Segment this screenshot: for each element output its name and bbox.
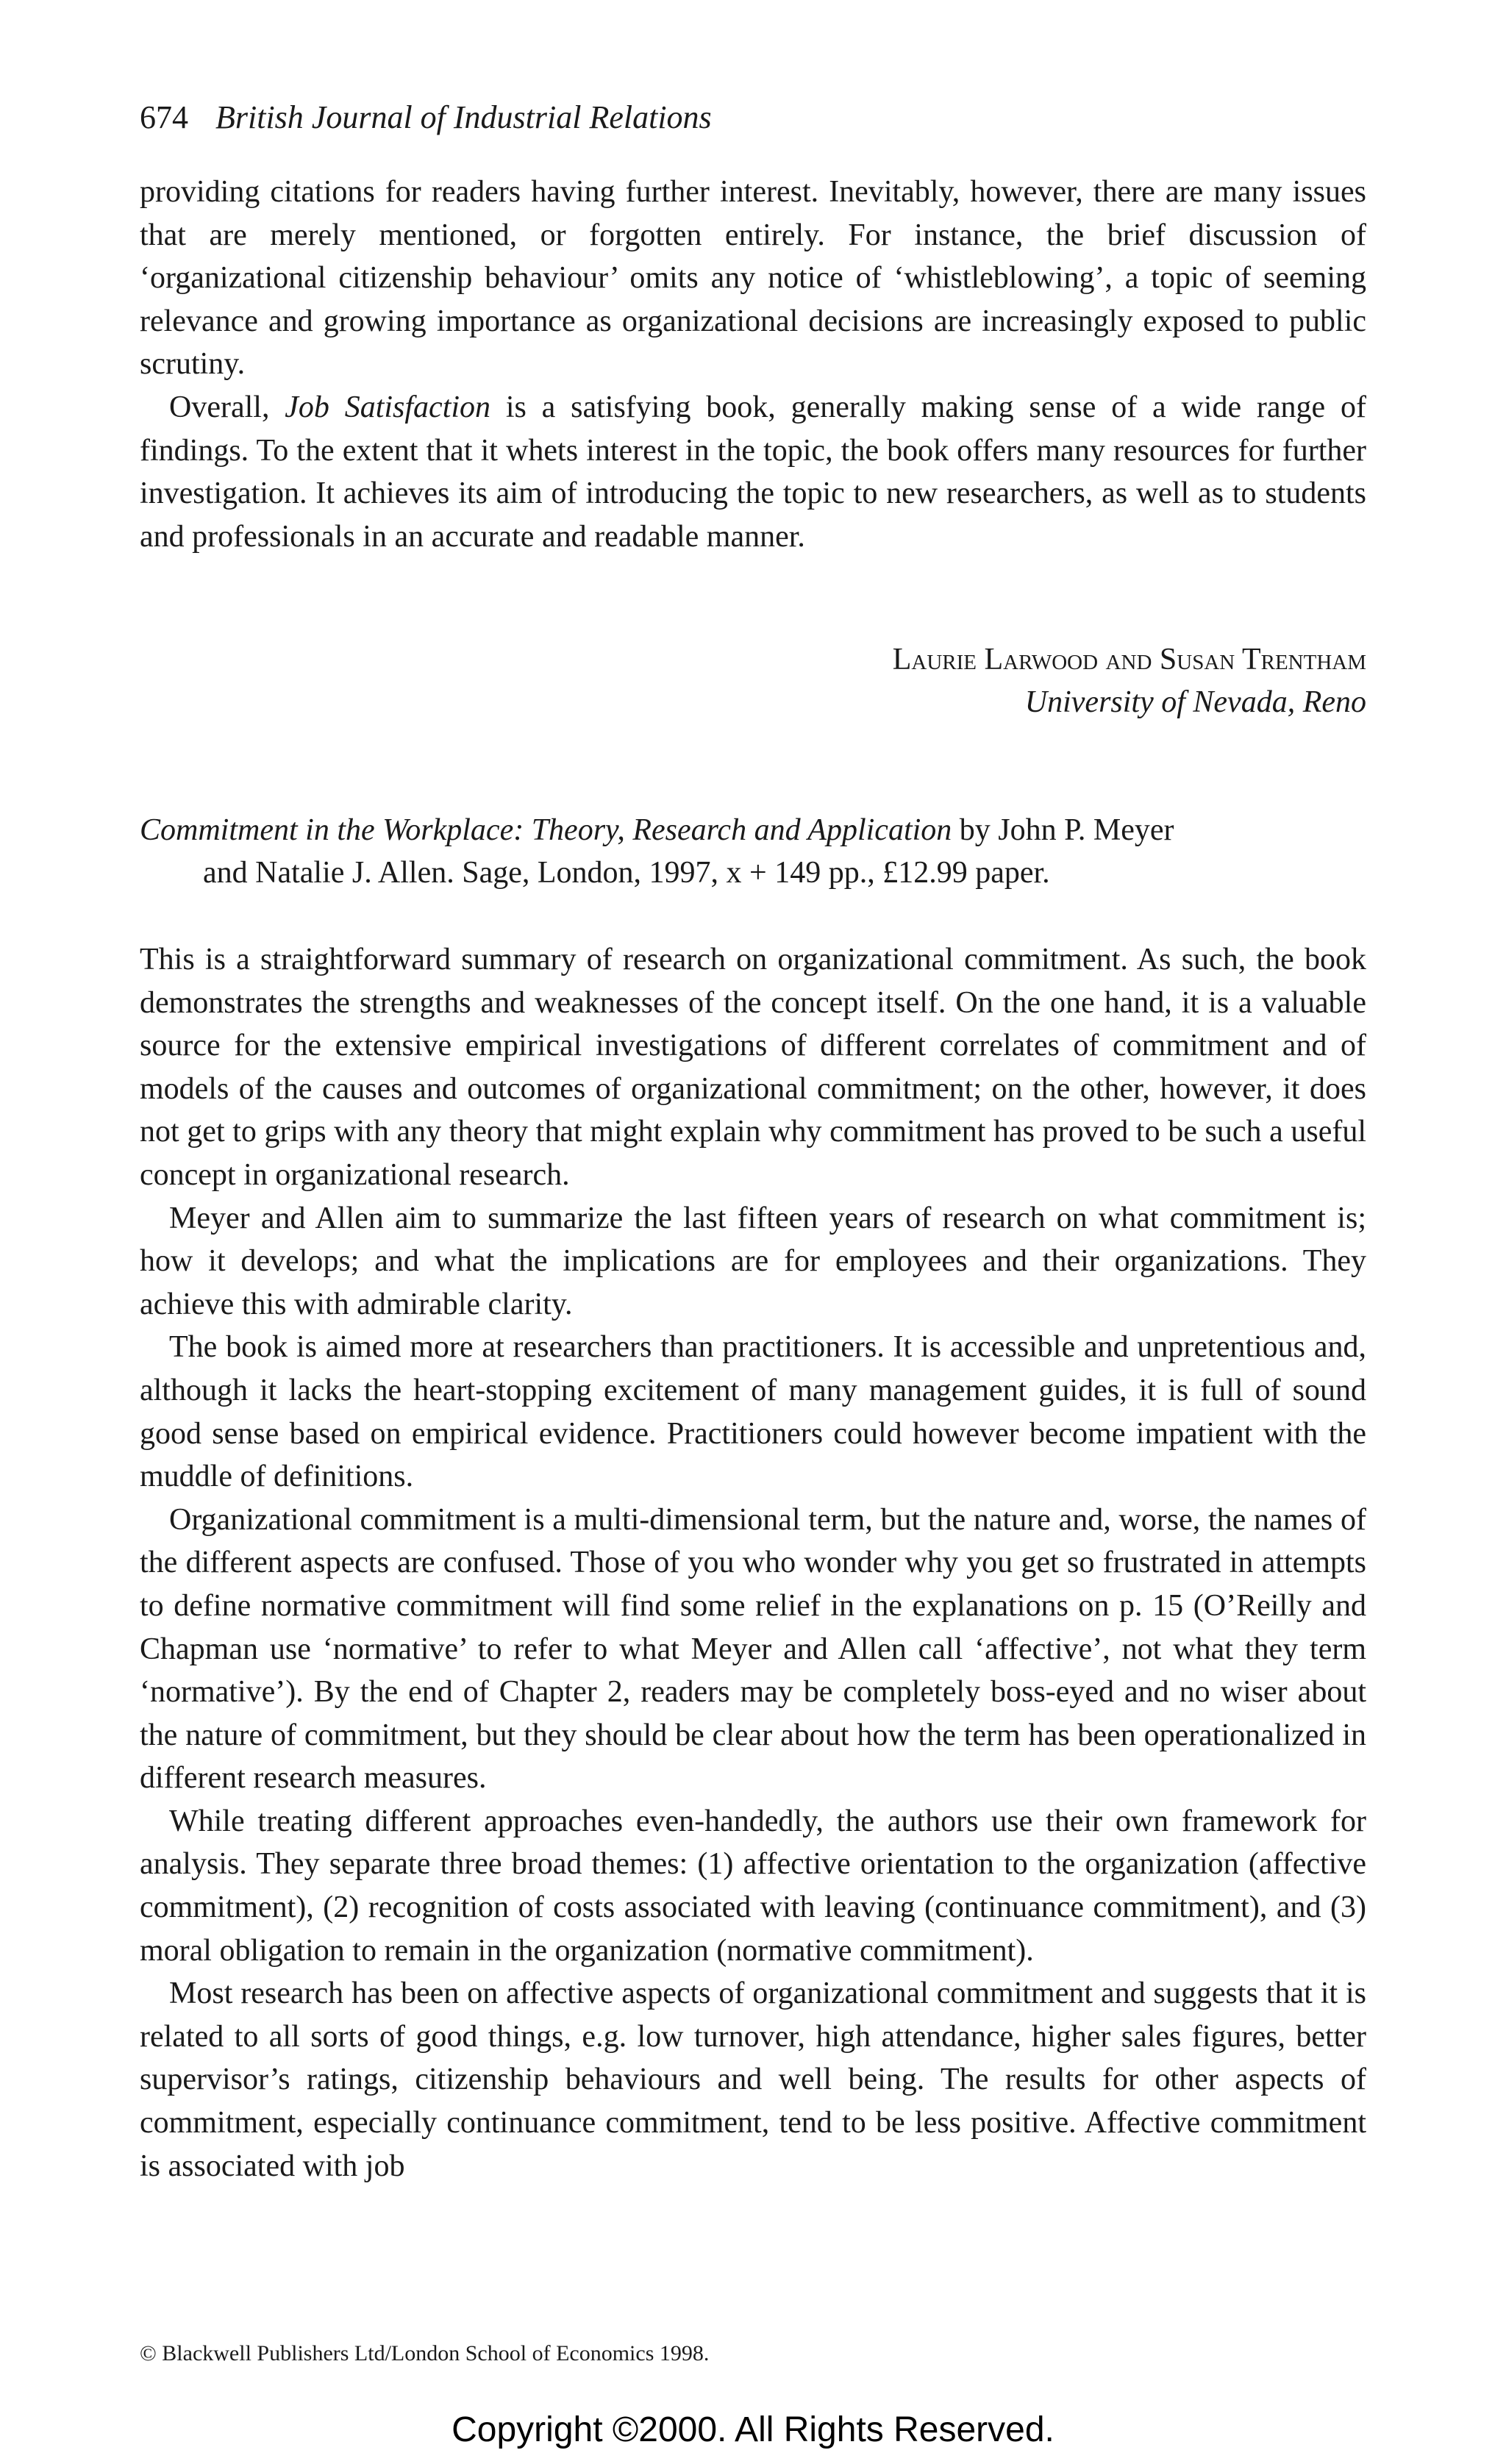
- review-2-book-title: Commitment in the Workplace: Theory, Research and Application: [140, 813, 952, 847]
- review-1-book-title: Job Satisfaction: [285, 390, 491, 424]
- copyright-watermark: Copyright ©2000. All Rights Reserved.: [452, 2410, 1054, 2449]
- review-2-authors-part1: by John P. Meyer: [952, 813, 1174, 847]
- review-2-paragraph: Meyer and Allen aim to summarize the last fifteen years of research on what commitment is; how it develops; and what the implications are for employees and their organizations. They achieve this with admirable clarity.: [140, 1201, 1366, 1321]
- review-1-paragraph-1: providing citations for readers having further interest. Inevitably, however, there are many issues that are merely mentioned, or forgotten entirely. For instance, the brief discussion of ‘organizational citizenship behaviour’ omits any notice of ‘whistleblowing’, a topic of seeming relevance and growing importance as organizational decisions are increasingly exposed to public scrutiny.: [140, 175, 1366, 382]
- page-number: 674: [140, 99, 188, 135]
- review-2-citation: [140, 809, 1366, 894]
- review-1-signature: [893, 638, 1366, 724]
- review-2-body: [140, 938, 1366, 2188]
- review-2-paragraph: This is a straightforward summary of research on organizational commitment. As such, the book demonstrates the strengths and weaknesses of the concept itself. On the one hand, it is a valuable source for the extensive empirical investigations of different correlates of commitment and of models of the causes and outcomes of organizational commitment; on the other, however, it does not get to grips with any theory that might explain why commitment has proved to be such a useful concept in organizational research.: [140, 943, 1366, 1192]
- running-head: [140, 101, 712, 134]
- reviewer-affiliation: University of Nevada, Reno: [1024, 685, 1366, 719]
- reviewer-names: Laurie Larwood and Susan Trentham: [892, 643, 1366, 676]
- review-1-body: [140, 171, 1366, 558]
- review-2-paragraph: The book is aimed more at researchers than practitioners. It is accessible and unpretentious and, although it lacks the heart-stopping excitement of many management guides, it is full of sound good sense based on empirical evidence. Practitioners could however become impatient with the muddle of definitions.: [140, 1330, 1366, 1494]
- review-2-publication-details: and Natalie J. Allen. Sage, London, 1997, x + 149 pp., £12.99 paper.: [203, 856, 1050, 890]
- review-1-p2-rest: is a satisfying book, generally making sense of a wide range of findings. To the extent that it whets interest in the topic, the book offers many resources for further investigation. It achieves its aim of introducing the topic to new researchers, as well as to students and professionals in an accurate and readable manner.: [140, 390, 1366, 554]
- publisher-copyright: © Blackwell Publishers Ltd/London School of Economics 1998.: [140, 2341, 710, 2365]
- journal-title: British Journal of Industrial Relations: [215, 99, 712, 135]
- review-1-p2-lead: Overall,: [169, 390, 285, 424]
- review-2-paragraph: Most research has been on affective aspects of organizational commitment and suggests that it is related to all sorts of good things, e.g. low turnover, high attendance, higher sales figures, better supervisor’s ratings, citizenship behaviours and well being. The results for other aspects of commitment, especially continuance commitment, tend to be less positive. Affective commitment is associated with job: [140, 1976, 1366, 2183]
- review-1-paragraph-2: [140, 386, 1366, 558]
- review-2-paragraph: Organizational commitment is a multi-dimensional term, but the nature and, worse, the names of the different aspects are confused. Those of you who wonder why you get so frustrated in attempts to define normative commitment will find some relief in the explanations on p. 15 (O’Reilly and Chapman use ‘normative’ to refer to what Meyer and Allen call ‘affective’, not what they term ‘normative’). By the end of Chapter 2, readers may be completely boss-eyed and no wiser about the nature of commitment, but they should be clear about how the term has been operationalized in different research measures.: [140, 1502, 1366, 1796]
- review-2-paragraph: While treating different approaches even-handedly, the authors use their own framework for analysis. They separate three broad themes: (1) affective orientation to the organization (affective commitment), (2) recognition of costs associated with leaving (continuance commitment), and (3) moral obligation to remain in the organization (normative commitment).: [140, 1804, 1366, 1968]
